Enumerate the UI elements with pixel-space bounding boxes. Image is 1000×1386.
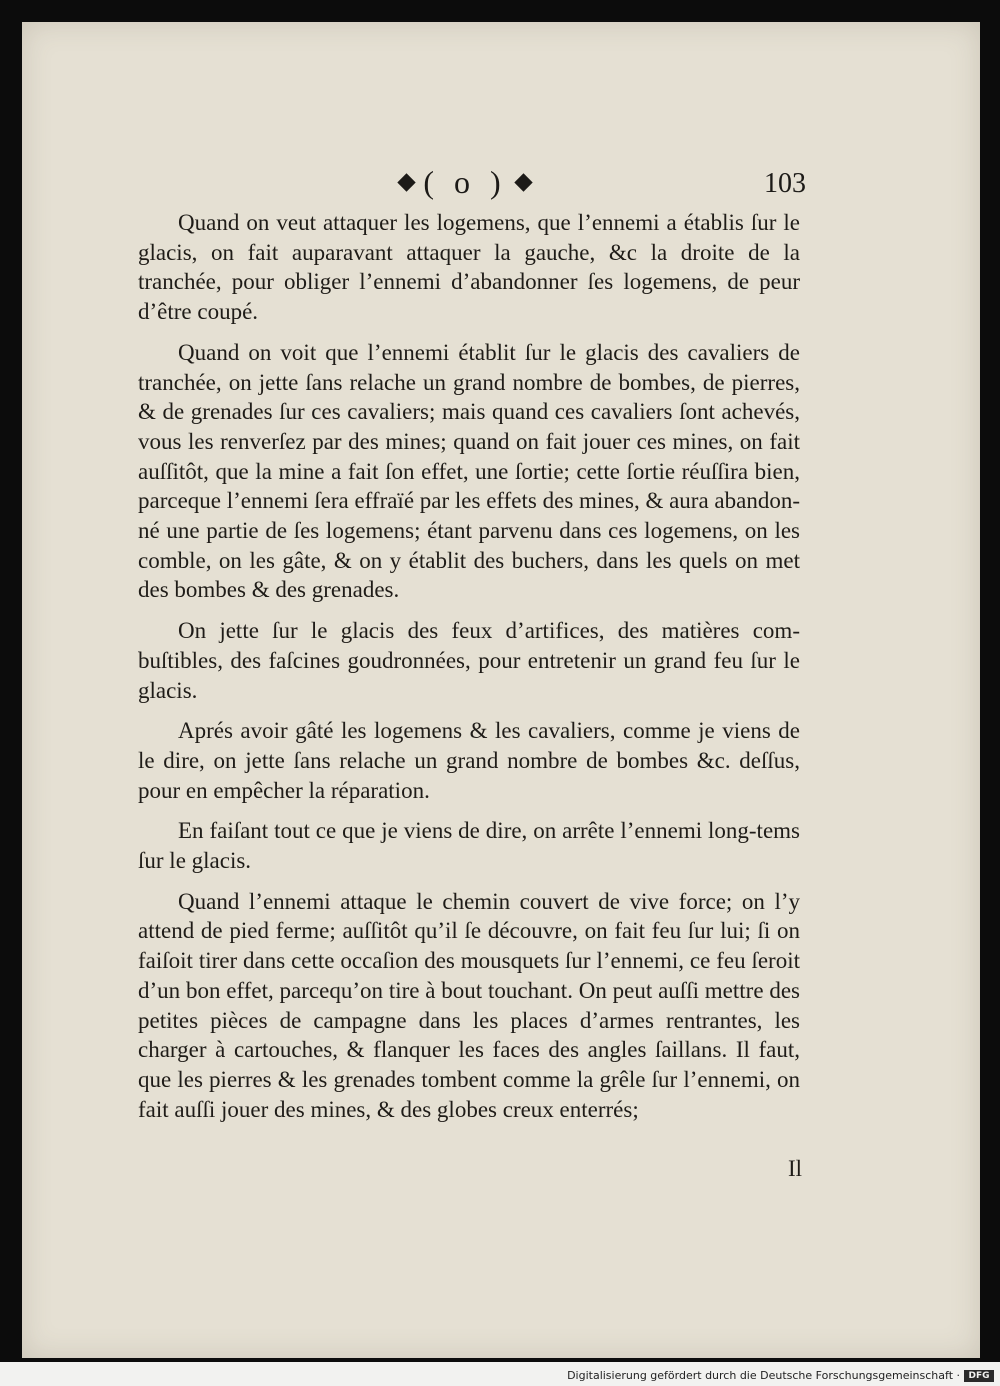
paragraph: Quand on voit que l’ennemi établit ſur le glacis des cavaliers de tranchée, on jette ſans relache un grand nombre de bombes, de pierres, & de grenades ſur ces cavaliers; mais quand ces cavaliers ſont achevés, vous les renverſez par des mines; quand on fait jouer ces mines, on fait auſſitôt, que la mine a fait ſon effet, une ſortie; cette ſortie réuſſira bien, parceque l’ennemi ſera effraïé par les effets des mines, & aura abandonné une partie de ſes logemens; étant parvenu dans ces logemens, on les comble, on les gâte, & on y établit des buchers, dans les quels on met des bombes & des grenades. <box>138 339 801 603</box>
diamond-ornament-icon <box>398 173 416 191</box>
dfg-logo: DFG <box>964 1370 994 1382</box>
ornament-text: ( o ) <box>423 164 507 200</box>
funding-credit: Digitalisierung gefördert durch die Deutsche Forschungsgemeinschaft · <box>567 1369 960 1382</box>
digitization-footer <box>0 1366 1000 1386</box>
header-ornament <box>370 162 560 202</box>
paragraph: Quand l’ennemi attaque le chemin couvert de vive force; on l’y attend de pied ferme; auſſitôt qu’il ſe découvre, on fait feu ſur lui; ſi on faiſoit tirer dans cette occaſion des mousquets ſur l’ennemi, ce feu ſeroit d’un bon effet, parcequ’on tire à bout touchant. On peut auſſi mettre des petites pièces de campagne dans les places d’armes rentrantes, les charger à cartouches, & flanquer les faces des angles ſaillans. Il faut, que les pierres & les grenades tombent comme la grêle ſur l’ennemi, on fait auſſi jouer des mines, & des globes creux enterrés; <box>138 888 800 1122</box>
paragraph: En faiſant tout ce que je viens de dire, on arrête l’ennemi long-tems ſur le glacis. <box>138 818 800 874</box>
paragraph: Aprés avoir gâté les logemens & les cavaliers, comme je viens de le dire, on jette ſans relache un grand nombre de bombes &c. deſſus, pour en empêcher la réparation. <box>138 718 800 803</box>
page-number: 103 <box>764 168 806 199</box>
paragraph: Quand on veut attaquer les logemens, que l’ennemi a établis ſur le glacis, on fait auparavant attaquer la gauche, &c la droite de la tranchée, pour obliger l’ennemi d’abandonner ſes logemens, de peur d’être coupé. <box>138 210 800 325</box>
body-text <box>138 208 800 1135</box>
diamond-ornament-icon <box>514 173 532 191</box>
page-header <box>22 160 980 208</box>
catchword: Il <box>787 1156 802 1181</box>
book-page <box>22 22 980 1358</box>
paragraph: On jette ſur le glacis des feux d’artifices, des matières combuſtibles, des faſcines goudronnées, pour entretenir un grand feu ſur le glacis. <box>138 618 800 703</box>
